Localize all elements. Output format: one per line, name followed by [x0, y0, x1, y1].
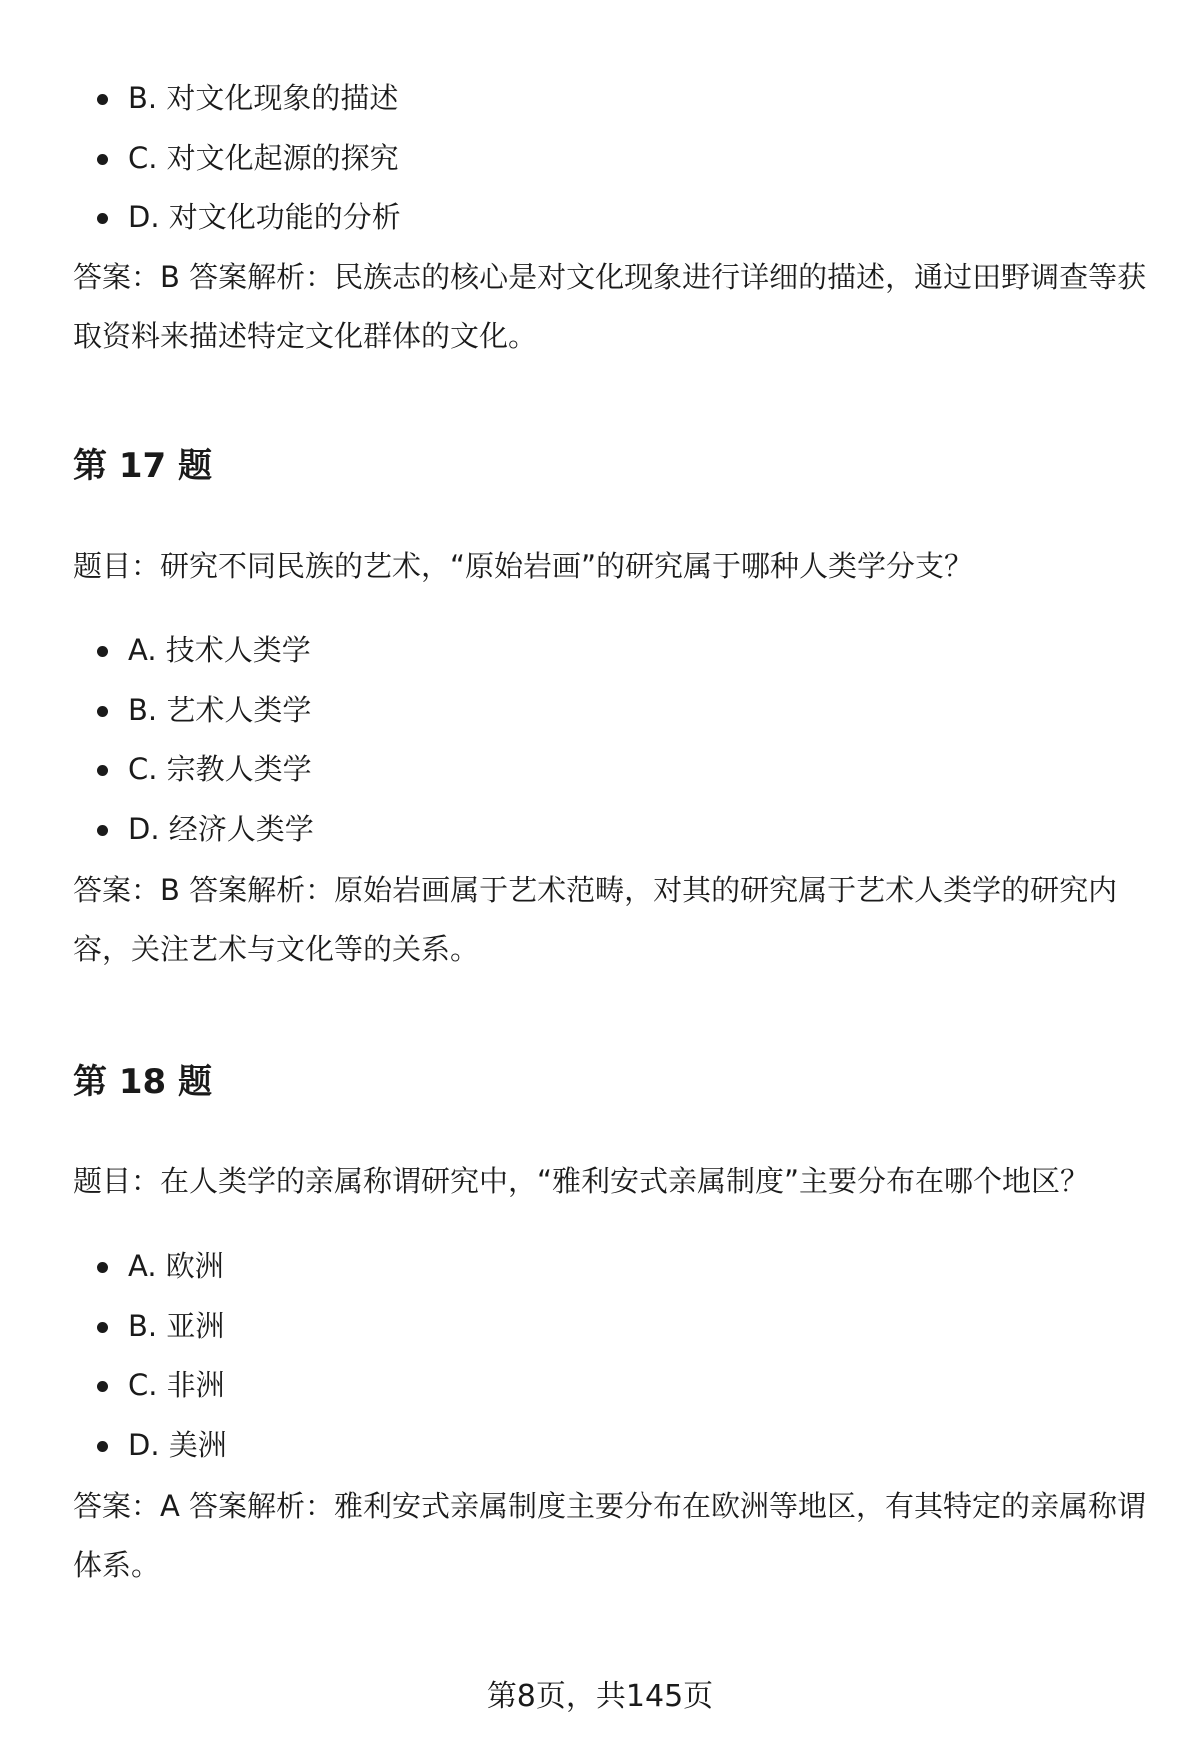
q18-option-c: C. 非洲 — [0, 1356, 227, 1416]
q17-answer: 答案：B 答案解析：原始岩画属于艺术范畴，对其的研究属于艺术人类学的研究内容，关注艺术与文化等的关系。 — [73, 873, 1118, 966]
q17-question: 题目：研究不同民族的艺术，“原始岩画”的研究属于哪种人类学分支？ — [73, 549, 974, 583]
q16-option-b: B. 对文化现象的描述 — [0, 69, 401, 129]
q18-option-d: D. 美洲 — [0, 1416, 227, 1476]
q17-option-d: D. 经济人类学 — [0, 800, 314, 860]
q18-heading: 第 18 题 — [73, 1062, 212, 1102]
q18-option-b: B. 亚洲 — [0, 1297, 227, 1357]
page-number: 第8页，共145页 — [486, 1679, 714, 1714]
q18-question: 题目：在人类学的亲属称谓研究中，“雅利安式亲属制度”主要分布在哪个地区？ — [73, 1164, 1090, 1198]
q17-option-b: B. 艺术人类学 — [0, 681, 314, 741]
q18-answer: 答案：A 答案解析：雅利安式亲属制度主要分布在欧洲等地区，有其特定的亲属称谓体系。 — [73, 1489, 1147, 1582]
q18-options — [0, 1237, 227, 1475]
q17-heading: 第 17 题 — [73, 446, 212, 486]
q16-options — [0, 69, 401, 248]
q17-option-a: A. 技术人类学 — [0, 621, 314, 681]
q18-option-a: A. 欧洲 — [0, 1237, 227, 1297]
q16-option-d: D. 对文化功能的分析 — [0, 188, 401, 248]
q17-options — [0, 621, 314, 859]
q16-option-c: C. 对文化起源的探究 — [0, 129, 401, 189]
q16-answer: 答案：B 答案解析：民族志的核心是对文化现象进行详细的描述，通过田野调查等获取资料来描述特定文化群体的文化。 — [73, 260, 1147, 353]
q17-option-c: C. 宗教人类学 — [0, 740, 314, 800]
